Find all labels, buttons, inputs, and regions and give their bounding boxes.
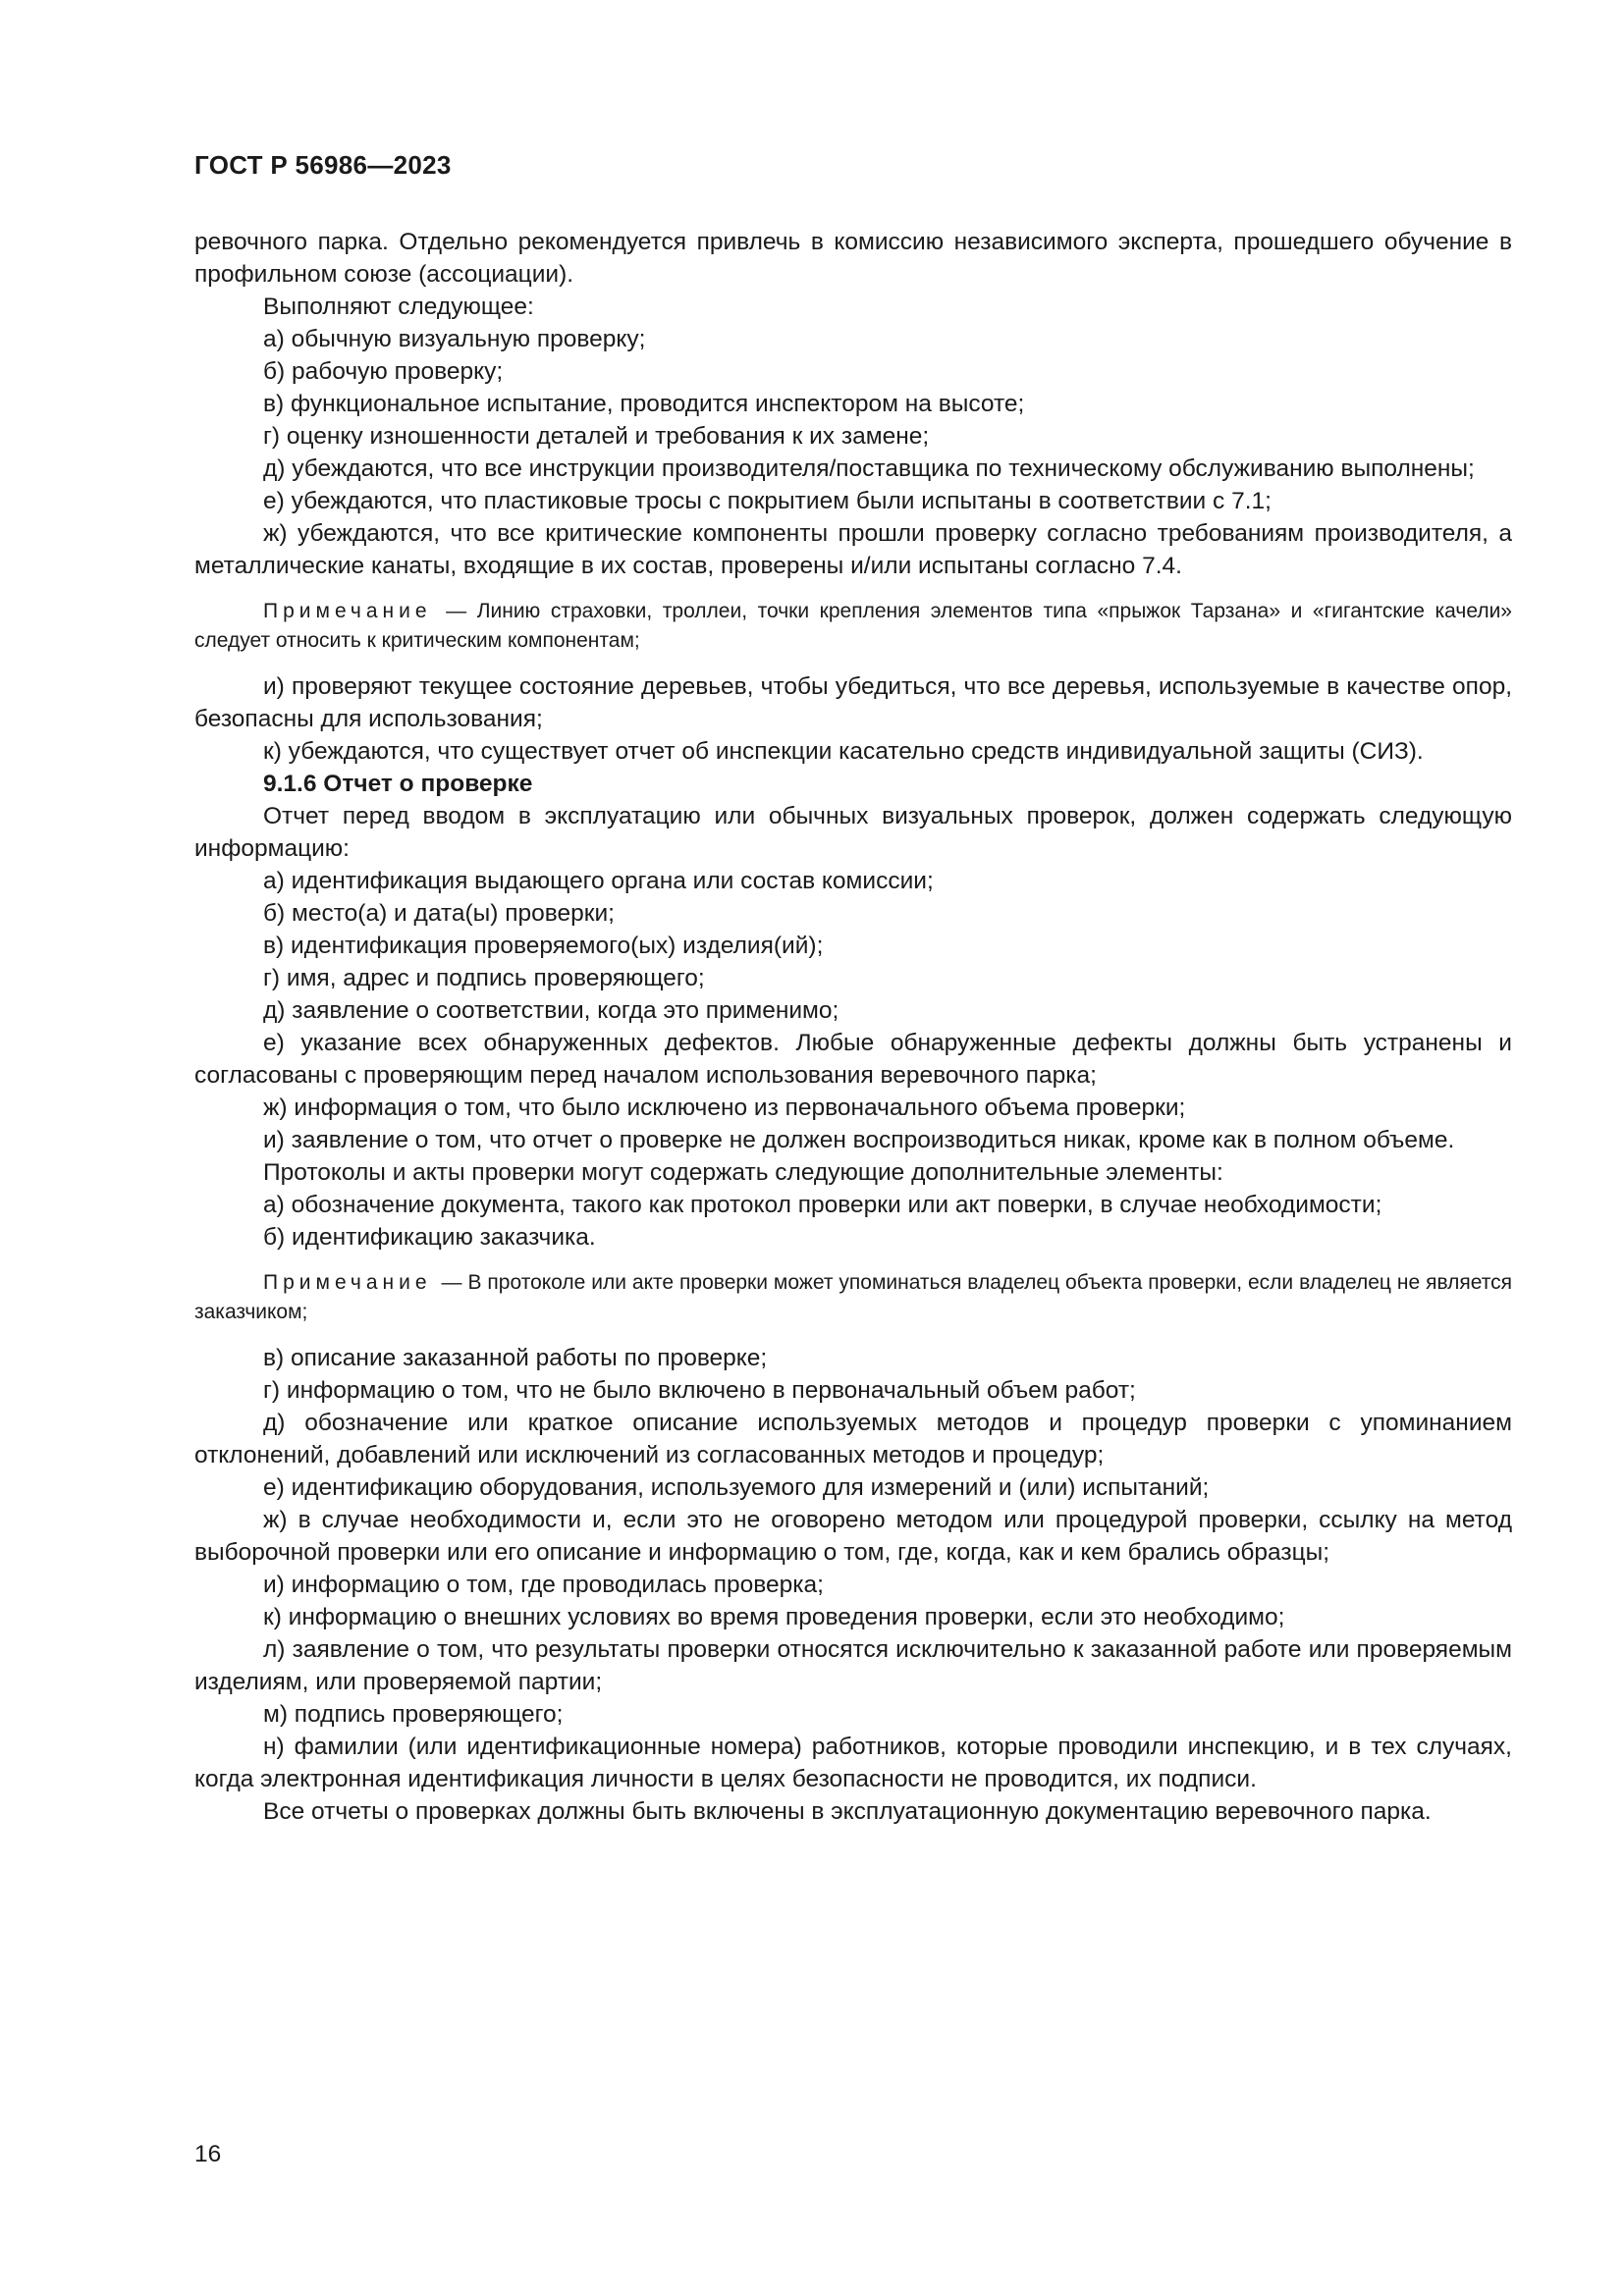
extra-item-i: и) информацию о том, где проводилась проверка; <box>263 1572 824 1598</box>
report-item-zh: ж) информация о том, что было исключено из первоначального объема проверки; <box>263 1095 1186 1121</box>
extra-item-l: л) заявление о том, что результаты проверки относятся исключительно к заказанной работе или проверяемым изделиям, или проверяемой партии; <box>194 1636 1512 1695</box>
list-item-e: е) убеждаются, что пластиковые тросы с покрытием были испытаны в соответствии с 7.1; <box>263 488 1272 514</box>
extra-item-e: е) идентификацию оборудования, используемого для измерений и (или) испытаний; <box>263 1474 1210 1501</box>
list-item-v: в) функциональное испытание, проводится инспектором на высоте; <box>263 391 1025 417</box>
report-item-b: б) место(а) и дата(ы) проверки; <box>263 900 615 927</box>
extra-item-k: к) информацию о внешних условиях во время проведения проверки, если это необходимо; <box>263 1604 1285 1630</box>
extra-item-n: н) фамилии (или идентификационные номера) работников, которые проводили инспекцию, и в тех случаях, когда электронная идентификация личности в целях безопасности не проводится, их подписи. <box>194 1734 1512 1792</box>
extra-item-a: а) обозначение документа, такого как протокол проверки или акт поверки, в случае необходимости; <box>263 1192 1382 1218</box>
list-item-g: г) оценку изношенности деталей и требования к их замене; <box>263 423 930 450</box>
report-item-e: е) указание всех обнаруженных дефектов. Любые обнаруженные дефекты должны быть устранены и согласованы с проверяющим перед началом использования веревочного парка; <box>194 1030 1512 1089</box>
extra-item-b: б) идентификацию заказчика. <box>263 1224 596 1251</box>
note-label: Примечание <box>263 600 432 622</box>
list-item-b: б) рабочую проверку; <box>263 358 504 385</box>
extra-item-zh: ж) в случае необходимости и, если это не оговорено методом или процедурой проверки, ссылку на метод выборочной проверки или его описание и информацию о том, где, когда, как и кем брались образцы; <box>194 1507 1512 1566</box>
document-body <box>194 226 1512 1828</box>
note-dash: — <box>441 1271 462 1294</box>
document-code-header: ГОСТ Р 56986—2023 <box>194 150 452 180</box>
list-item-d: д) убеждаются, что все инструкции производителя/поставщика по техническому обслуживанию выполнены; <box>263 455 1475 482</box>
note-label: Примечание <box>263 1271 432 1294</box>
paragraph-protocols: Протоколы и акты проверки могут содержать следующие дополнительные элементы: <box>263 1159 1223 1186</box>
paragraph-closing: Все отчеты о проверках должны быть включены в эксплуатационную документацию веревочного парка. <box>263 1798 1432 1825</box>
note-dash: — <box>446 600 467 622</box>
note-owner <box>194 1268 1512 1327</box>
paragraph-intro: Выполняют следующее: <box>263 294 534 320</box>
report-item-v: в) идентификация проверяемого(ых) изделия(ий); <box>263 933 824 959</box>
extra-item-d: д) обозначение или краткое описание используемых методов и процедур проверки с упоминанием отклонений, добавлений или исключений из согласованных методов и процедур; <box>194 1410 1512 1468</box>
list-item-k: к) убеждаются, что существует отчет об инспекции касательно средств индивидуальной защиты (СИЗ). <box>263 738 1424 765</box>
page-number: 16 <box>194 2141 222 2167</box>
paragraph-report-content: Отчет перед вводом в эксплуатацию или обычных визуальных проверок, должен содержать следующую информацию: <box>194 803 1512 862</box>
list-item-zh: ж) убеждаются, что все критические компоненты прошли проверку согласно требованиям производителя, а металлические канаты, входящие в их состав, проверены и/или испытаны согласно 7.4. <box>194 520 1512 579</box>
note-critical-components <box>194 597 1512 656</box>
report-item-g: г) имя, адрес и подпись проверяющего; <box>263 965 705 991</box>
document-page <box>194 0 1512 2296</box>
report-item-a: а) идентификация выдающего органа или состав комиссии; <box>263 868 934 894</box>
report-item-i: и) заявление о том, что отчет о проверке не должен воспроизводиться никак, кроме как в полном объеме. <box>263 1127 1455 1153</box>
extra-item-m: м) подпись проверяющего; <box>263 1701 564 1728</box>
section-heading: 9.1.6 Отчет о проверке <box>263 771 533 797</box>
extra-item-v: в) описание заказанной работы по проверке; <box>263 1345 768 1371</box>
note-text: Линию страховки, троллеи, точки крепления элементов типа «прыжок Тарзана» и «гигантские качели» следует относить к критическим компонентам; <box>194 600 1512 652</box>
note-text: В протоколе или акте проверки может упоминаться владелец объекта проверки, если владелец не является заказчиком; <box>194 1271 1512 1323</box>
list-item-i: и) проверяют текущее состояние деревьев, чтобы убедиться, что все деревья, используемые в качестве опор, безопасны для использования; <box>194 673 1512 732</box>
extra-item-g: г) информацию о том, что не было включено в первоначальный объем работ; <box>263 1377 1136 1404</box>
list-item-a: а) обычную визуальную проверку; <box>263 326 646 352</box>
report-item-d: д) заявление о соответствии, когда это применимо; <box>263 997 839 1024</box>
paragraph-continuation: ревочного парка. Отдельно рекомендуется привлечь в комиссию независимого эксперта, прошедшего обучение в профильном союзе (ассоциации). <box>194 229 1512 288</box>
